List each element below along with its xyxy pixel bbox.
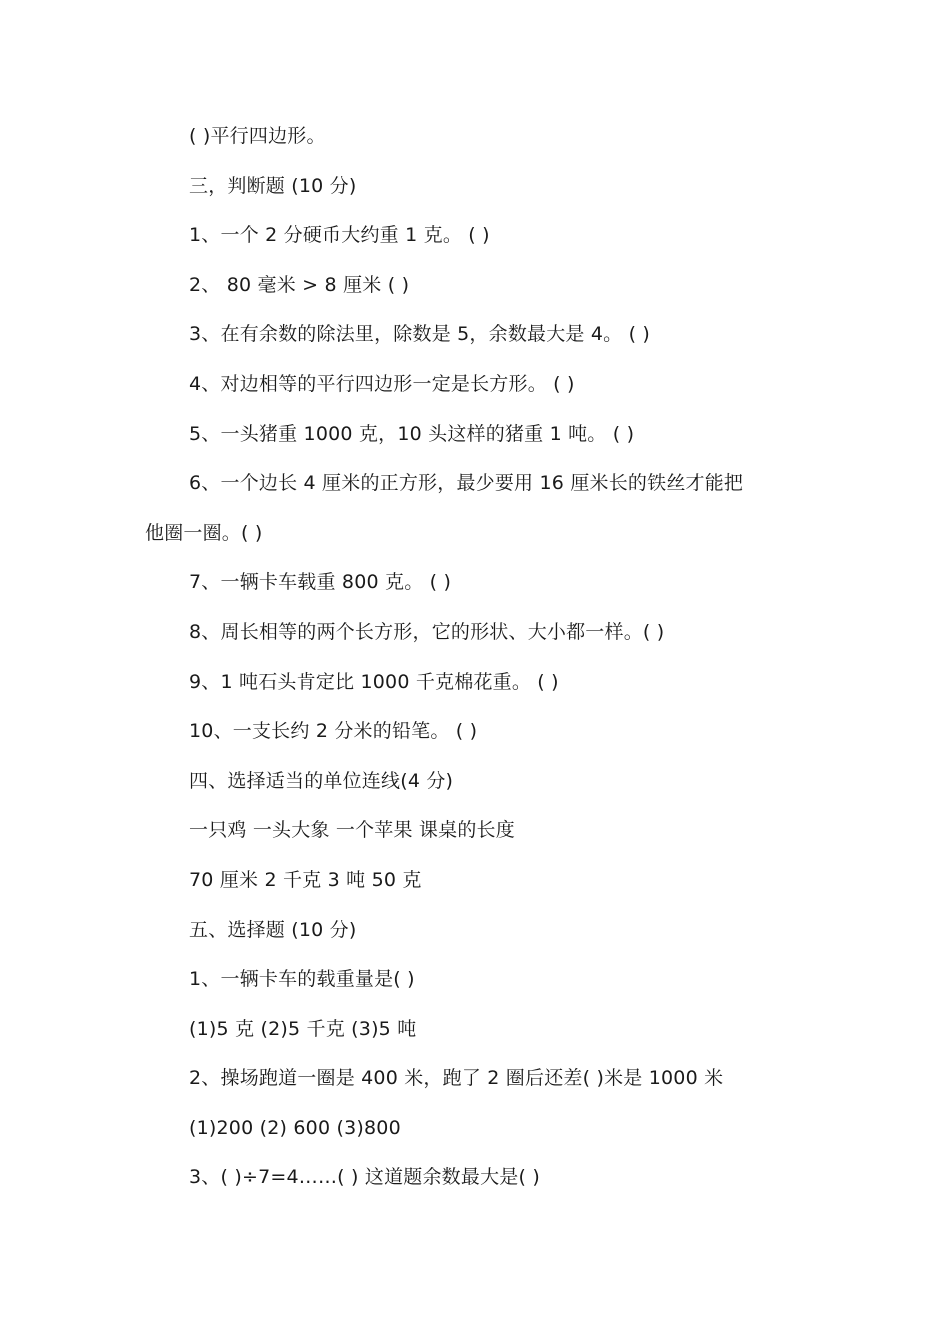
matching-units-row: 70 厘米 2 千克 3 吨 50 克 xyxy=(189,868,422,891)
document-body xyxy=(145,112,815,1203)
answer-options: (1)200 (2) 600 (3)800 xyxy=(189,1116,401,1139)
section-heading: 四、选择适当的单位连线(4 分) xyxy=(189,769,454,792)
answer-options: (1)5 克 (2)5 千克 (3)5 吨 xyxy=(189,1017,417,1040)
question-item: 3、在有余数的除法里，除数是 5，余数最大是 4。 ( ) xyxy=(189,323,651,346)
text-line: ( )平行四边形。 xyxy=(189,125,326,147)
question-item: 10、一支长约 2 分米的铅笔。 ( ) xyxy=(189,720,478,743)
question-item: 3、( )÷7=4……( ) 这道题余数最大是( ) xyxy=(189,1166,540,1189)
question-item: 2、 80 毫米 > 8 厘米 ( ) xyxy=(189,273,410,296)
question-item: 5、一头猪重 1000 克，10 头这样的猪重 1 吨。 ( ) xyxy=(189,422,635,445)
section-heading: 三，判断题 (10 分) xyxy=(189,174,357,197)
question-item: 1、一个 2 分硬币大约重 1 克。 ( ) xyxy=(189,224,490,247)
question-item: 8、周长相等的两个长方形，它的形状、大小都一样。( ) xyxy=(189,620,665,643)
question-item: 6、一个边长 4 厘米的正方形，最少要用 16 厘米长的铁丝才能把 xyxy=(189,472,744,495)
question-item-continuation: 他圈一圈。( ) xyxy=(145,521,263,544)
question-item: 9、1 吨石头肯定比 1000 千克棉花重。 ( ) xyxy=(189,670,559,693)
question-item: 1、一辆卡车的载重量是( ) xyxy=(189,968,415,991)
question-item: 2、操场跑道一圈是 400 米，跑了 2 圈后还差( )米是 1000 米 xyxy=(189,1067,724,1090)
section-heading: 五、选择题 (10 分) xyxy=(189,918,357,941)
question-item: 4、对边相等的平行四边形一定是长方形。 ( ) xyxy=(189,372,575,395)
question-item: 7、一辆卡车载重 800 克。 ( ) xyxy=(189,571,452,594)
matching-items-row: 一只鸡 一头大象 一个苹果 课桌的长度 xyxy=(189,819,515,842)
